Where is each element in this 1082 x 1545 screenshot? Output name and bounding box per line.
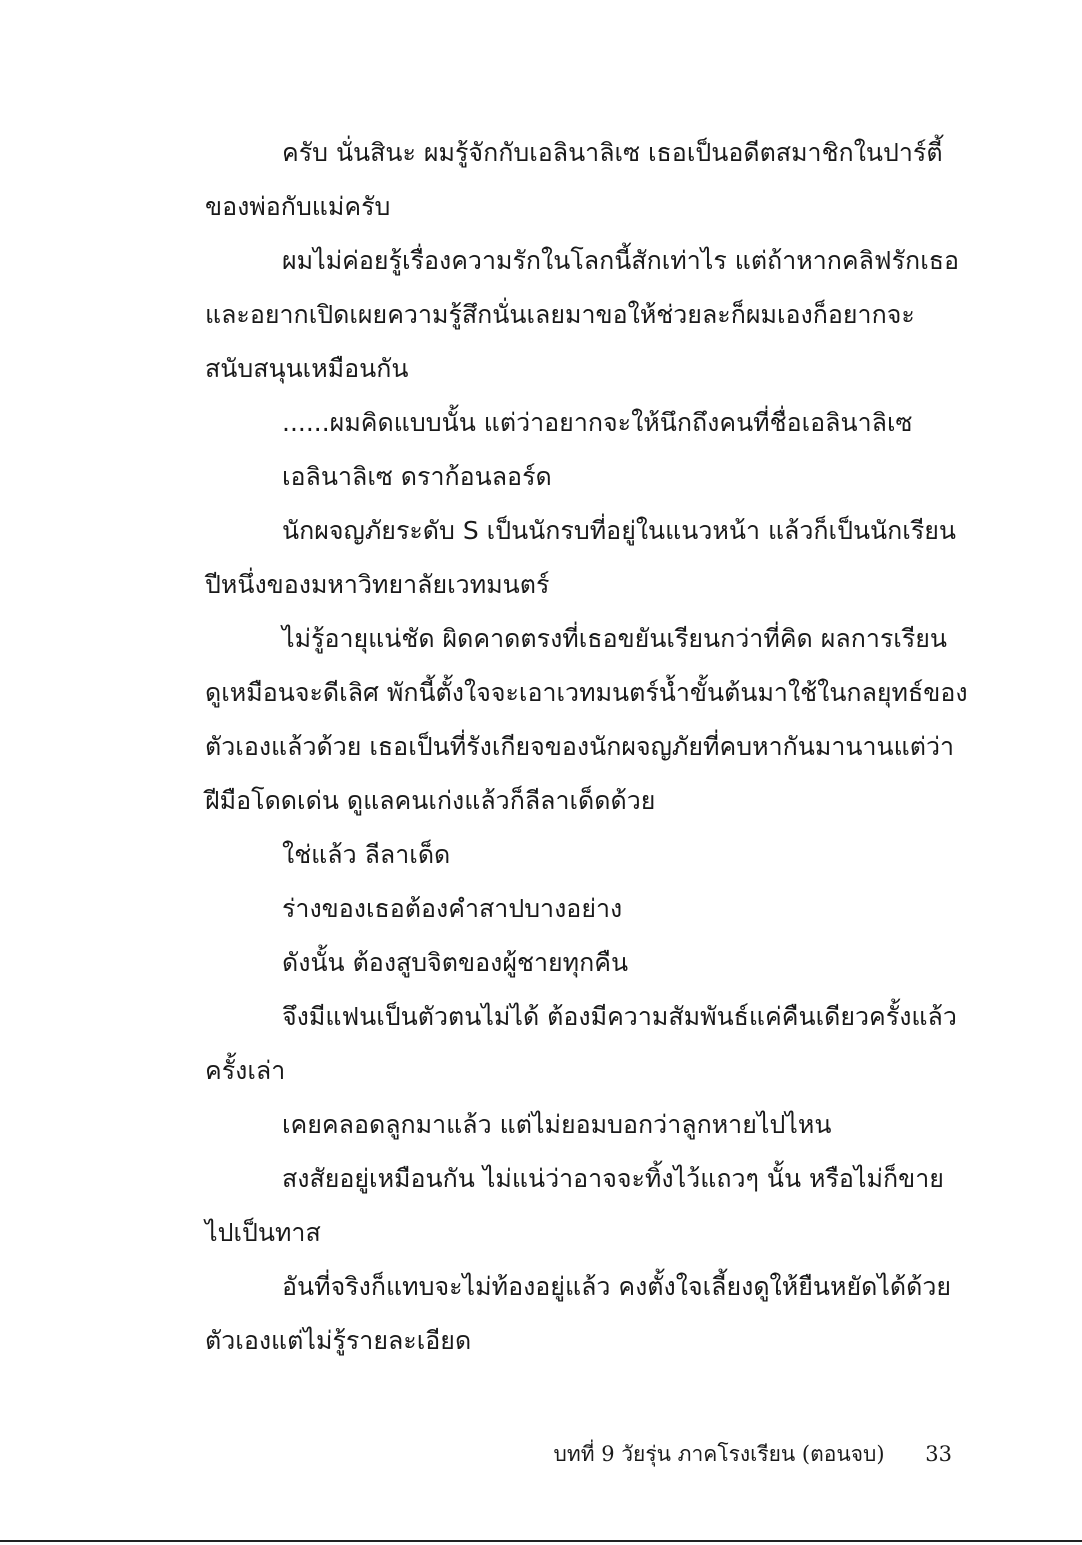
paragraph-12 [205, 1152, 950, 1260]
paragraph-line: ปีหนึ่งของมหาวิทยาลัยเวทมนตร์ [205, 570, 550, 599]
paragraph-1 [205, 126, 950, 234]
paragraph-13 [205, 1260, 950, 1368]
paragraph-line: ดูเหมือนจะดีเลิศ พักนี้ตั้งใจจะเอาเวทมนตร์น้ำขั้นต้นมาใช้ในกลยุทธ์ของ [205, 678, 968, 707]
paragraph-line: เคยคลอดลูกมาแล้ว แต่ไม่ยอมบอกว่าลูกหายไปไหน [282, 1110, 832, 1139]
paragraph-4 [205, 450, 950, 504]
paragraph-line: ตัวเองแล้วด้วย เธอเป็นที่รังเกียจของนักผจญภัยที่คบหากันมานานแต่ว่า [205, 732, 955, 761]
paragraph-line: ร่างของเธอต้องคำสาปบางอย่าง [282, 894, 623, 923]
paragraph-line: ฝีมือโดดเด่น ดูแลคนเก่งแล้วก็ลีลาเด็ดด้วย [205, 786, 656, 815]
paragraph-line: ดังนั้น ต้องสูบจิตของผู้ชายทุกคืน [282, 948, 629, 977]
paragraph-line: เอลินาลิเซ ดราก้อนลอร์ด [282, 462, 552, 491]
chapter-title: บทที่ 9 วัยรุ่น ภาคโรงเรียน (ตอนจบ) [553, 1442, 885, 1466]
paragraph-line: สนับสนุนเหมือนกัน [205, 354, 409, 383]
paragraph-line: ใช่แล้ว ลีลาเด็ด [282, 840, 451, 869]
paragraph-line: และอยากเปิดเผยความรู้สึกนั่นเลยมาขอให้ช่วยละก็ผมเองก็อยากจะ [205, 300, 915, 329]
paragraph-3 [205, 396, 950, 450]
paragraph-line: ครับ นั่นสินะ ผมรู้จักกับเอลินาลิเซ เธอเป็นอดีตสมาชิกในปาร์ตี้ [282, 138, 943, 167]
paragraph-2 [205, 234, 960, 396]
paragraph-line: ผมไม่ค่อยรู้เรื่องความรักในโลกนี้สักเท่าไร แต่ถ้าหากคลิฟรักเธอ [282, 246, 960, 275]
paragraph-line: ไม่รู้อายุแน่ชัด ผิดคาดตรงที่เธอขยันเรียนกว่าที่คิด ผลการเรียน [282, 624, 948, 653]
paragraph-5 [205, 504, 956, 612]
paragraph-10 [205, 990, 957, 1098]
paragraph-8 [205, 882, 950, 936]
paragraph-line: ครั้งเล่า [205, 1056, 286, 1085]
paragraph-line: ไปเป็นทาส [205, 1218, 321, 1247]
paragraph-line: นักผจญภัยระดับ S เป็นนักรบที่อยู่ในแนวหน้า แล้วก็เป็นนักเรียน [282, 516, 956, 545]
page-number: 33 [925, 1442, 952, 1466]
paragraph-line: จึงมีแฟนเป็นตัวตนไม่ได้ ต้องมีความสัมพันธ์แค่คืนเดียวครั้งแล้ว [282, 1002, 957, 1031]
paragraph-line: สงสัยอยู่เหมือนกัน ไม่แน่ว่าอาจจะทิ้งไว้แถวๆ นั้น หรือไม่ก็ขาย [282, 1164, 944, 1193]
paragraph-6 [205, 612, 968, 828]
paragraph-line: ตัวเองแต่ไม่รู้รายละเอียด [205, 1326, 472, 1355]
bottom-divider [0, 1540, 1082, 1542]
paragraph-line: ของพ่อกับแม่ครับ [205, 192, 391, 221]
paragraph-line: ......ผมคิดแบบนั้น แต่ว่าอยากจะให้นึกถึงคนที่ชื่อเอลินาลิเซ [282, 408, 913, 437]
paragraph-11 [205, 1098, 950, 1152]
page-footer [554, 1436, 952, 1472]
paragraph-line: อันที่จริงก็แทบจะไม่ท้องอยู่แล้ว คงตั้งใจเลี้ยงดูให้ยืนหยัดได้ด้วย [282, 1272, 952, 1301]
paragraph-9 [205, 936, 950, 990]
body-text [205, 126, 968, 1368]
paragraph-7 [205, 828, 950, 882]
